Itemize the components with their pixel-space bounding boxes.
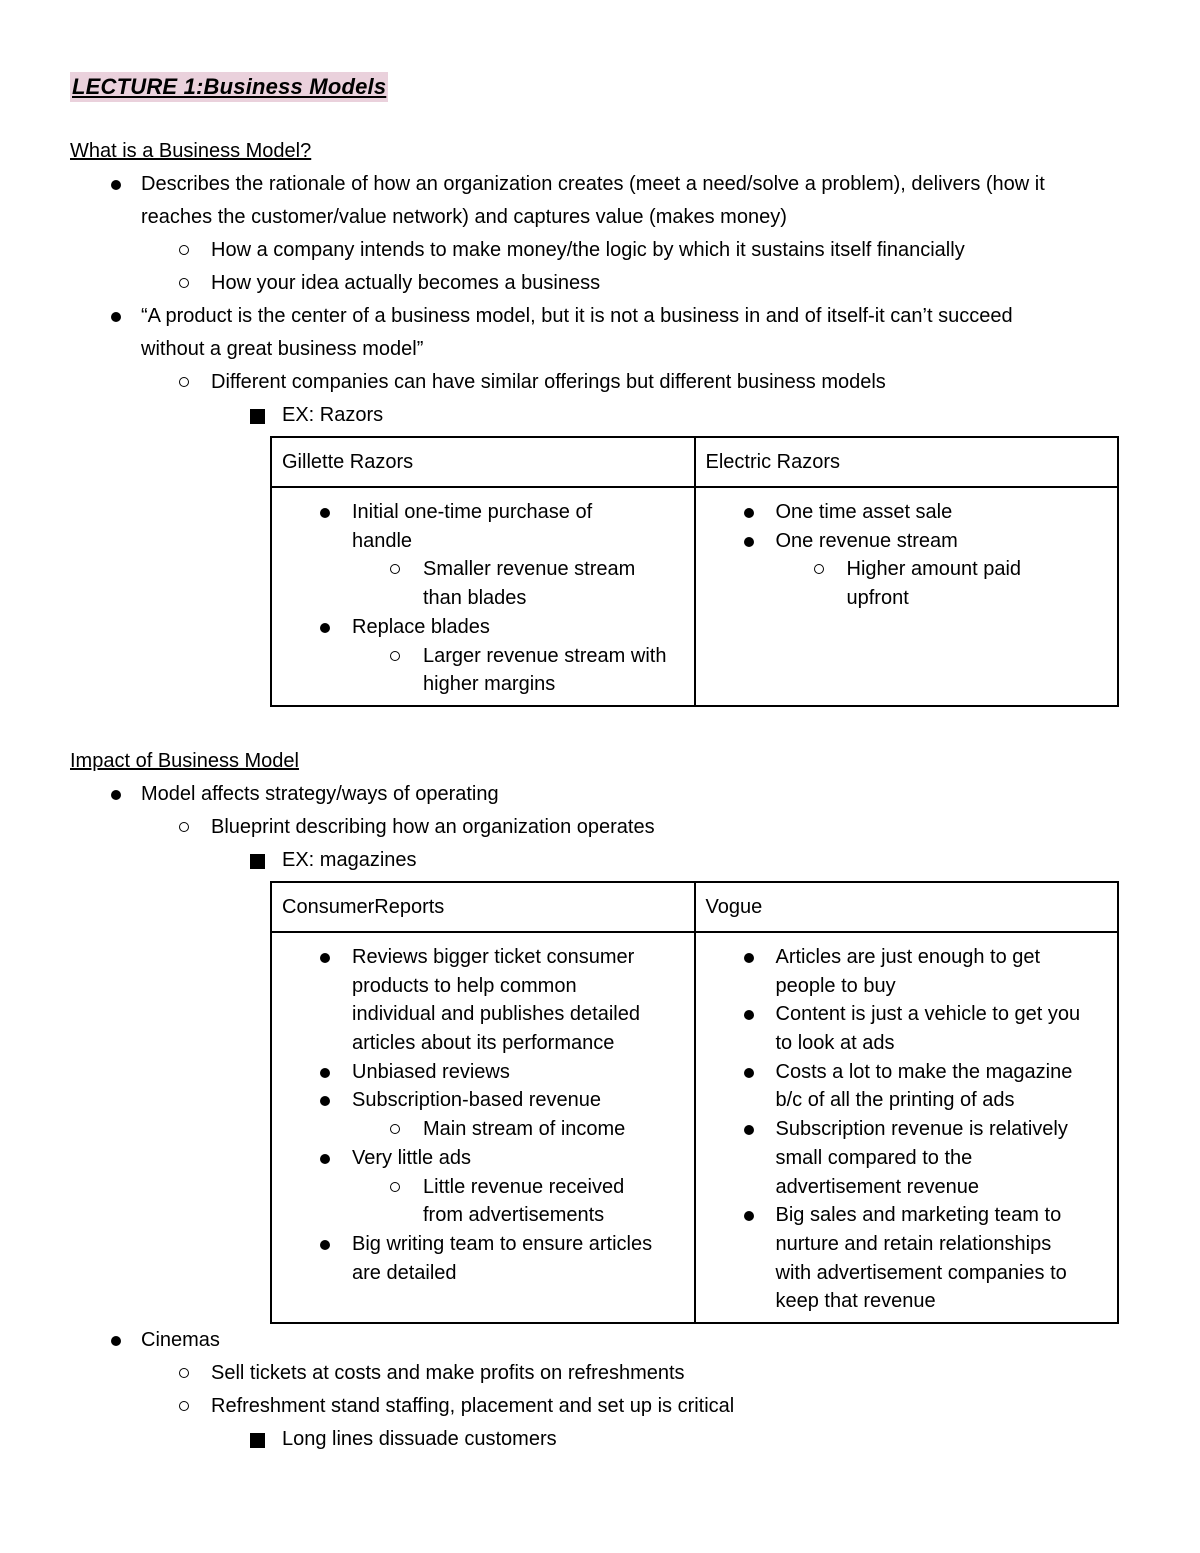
table-header-cell: Electric Razors [695,437,1119,487]
list-item-text: without a great business model” [141,338,424,360]
list-item-text: Unbiased reviews [352,1060,510,1083]
list-item [70,300,1120,333]
disc-bullet-icon [320,508,330,518]
list-item [696,1259,1112,1288]
list-item [272,527,688,556]
list-item [70,844,1120,877]
table-body-cell-left [271,932,695,1323]
list-item [272,1115,688,1144]
list-item-text: Reviews bigger ticket consumer [352,945,635,968]
list-item [696,1287,1112,1316]
list-item [70,1324,1120,1357]
list-item-text: reaches the customer/value network) and captures value (makes money) [141,206,787,228]
list-item-text: than blades [423,587,527,610]
list-item [272,972,688,1001]
razors-table [270,436,1119,707]
list-item-text: from advertisements [423,1204,605,1227]
circle-bullet-icon [814,564,824,574]
circle-bullet-icon [179,377,189,387]
list-item [272,1000,688,1029]
list-item [272,1029,688,1058]
list-item [70,234,1120,267]
list-item [696,584,1112,613]
disc-bullet-icon [744,537,754,547]
section-heading-what-is: What is a Business Model? [70,140,312,162]
list-item [70,168,1120,201]
list-item [272,498,688,527]
table-header-cell: Gillette Razors [271,437,695,487]
section2-list [70,778,1120,877]
disc-bullet-icon [744,1211,754,1221]
list-item-text: Replace blades [352,615,490,638]
list-item-text: “A product is the center of a business model, but it is not a business in and of itself-it can’t succeed [141,305,1013,327]
list-item [696,527,1112,556]
square-bullet-icon [250,1433,265,1448]
disc-bullet-icon [320,1068,330,1078]
list-item [272,943,688,972]
square-bullet-icon [250,854,265,869]
list-item-text: upfront [846,587,909,610]
list-item [272,1201,688,1230]
list-item-text: to look at ads [775,1032,895,1055]
list-item-text: Costs a lot to make the magazine [775,1060,1073,1083]
list-item [696,1058,1112,1087]
document-page [70,72,1120,1456]
disc-bullet-icon [744,953,754,963]
cinemas-list [70,1324,1120,1456]
list-item-text: Smaller revenue stream [423,558,636,581]
list-item [696,1230,1112,1259]
list-item-text: Different companies can have similar offerings but different business models [211,371,886,393]
table-body-cell-right [695,932,1119,1323]
list-item-text: nurture and retain relationships [775,1232,1052,1255]
list-item-text: Content is just a vehicle to get you [775,1003,1081,1026]
disc-bullet-icon [320,1240,330,1250]
list-item [696,1144,1112,1173]
circle-bullet-icon [390,1124,400,1134]
list-item [70,778,1120,811]
list-item-text: Describes the rationale of how an organization creates (meet a need/solve a problem), delivers (how it [141,173,1045,195]
square-bullet-icon [250,409,265,424]
list-item [70,366,1120,399]
disc-bullet-icon [111,790,121,800]
section-heading-impact: Impact of Business Model [70,749,299,772]
list-item [272,1058,688,1087]
list-item-text: b/c of all the printing of ads [775,1089,1015,1112]
list-item [696,498,1112,527]
list-item [70,1423,1120,1456]
list-item [696,1029,1112,1058]
list-item-text: keep that revenue [775,1290,936,1313]
list-item-text: Larger revenue stream with [423,644,667,667]
magazines-table [270,881,1119,1324]
list-item-text: small compared to the [775,1146,973,1169]
list-item [272,1259,688,1288]
disc-bullet-icon [111,312,121,322]
disc-bullet-icon [744,508,754,518]
list-item-text: products to help common [352,974,577,997]
list-item [70,333,1120,366]
list-item-text: Refreshment stand staffing, placement and set up is critical [211,1395,735,1418]
disc-bullet-icon [320,953,330,963]
list-item [70,399,1120,432]
list-item-text: Articles are just enough to get [775,945,1041,968]
circle-bullet-icon [179,1401,189,1411]
list-item-text: are detailed [352,1261,457,1284]
list-item-text: EX: Razors [282,404,384,426]
list-item [696,972,1112,1001]
circle-bullet-icon [390,1182,400,1192]
circle-bullet-icon [390,651,400,661]
list-item [696,943,1112,972]
list-item [70,1390,1120,1423]
list-item [70,811,1120,844]
table-body-cell-left [271,487,695,706]
disc-bullet-icon [320,1154,330,1164]
list-item [272,1144,688,1173]
list-item-text: Subscription-based revenue [352,1089,602,1112]
list-item-text: How a company intends to make money/the logic by which it sustains itself financially [211,239,965,261]
list-item-text: Sell tickets at costs and make profits on refreshments [211,1362,685,1385]
list-item-text: Initial one-time purchase of [352,501,593,523]
lecture-title: LECTURE 1:Business Models [70,72,388,102]
list-item-text: individual and publishes detailed [352,1003,640,1026]
list-item-text: Higher amount paid [846,558,1022,581]
circle-bullet-icon [390,564,400,574]
list-item [272,1230,688,1259]
list-item [696,1173,1112,1202]
section1-list [70,168,1120,432]
table-header-cell: Vogue [695,882,1119,932]
list-item-text: EX: magazines [282,848,417,871]
list-item-text: people to buy [775,974,896,997]
list-item [696,1115,1112,1144]
list-item [272,613,688,642]
circle-bullet-icon [179,1368,189,1378]
disc-bullet-icon [320,1096,330,1106]
list-item-text: Little revenue received [423,1175,625,1198]
list-item [70,1357,1120,1390]
disc-bullet-icon [744,1125,754,1135]
list-item [70,201,1120,234]
list-item [272,555,688,584]
list-item [696,555,1112,584]
disc-bullet-icon [111,1336,121,1346]
list-item [272,1086,688,1115]
list-item-text: with advertisement companies to [775,1261,1067,1284]
list-item-text: Main stream of income [423,1118,626,1141]
list-item-text: One time asset sale [775,501,953,523]
list-item-text: Cinemas [141,1329,220,1352]
list-item-text: articles about its performance [352,1032,615,1055]
list-item-text: Subscription revenue is relatively [775,1118,1068,1141]
list-item-text: How your idea actually becomes a business [211,272,601,294]
list-item [696,1086,1112,1115]
list-item-text: Big sales and marketing team to [775,1204,1062,1227]
list-item-text: One revenue stream [775,529,958,552]
disc-bullet-icon [111,180,121,190]
list-item-text: Big writing team to ensure articles [352,1232,653,1255]
circle-bullet-icon [179,245,189,255]
disc-bullet-icon [744,1010,754,1020]
list-item-text: higher margins [423,673,556,696]
list-item [70,267,1120,300]
list-item [696,1201,1112,1230]
list-item-text: advertisement revenue [775,1175,979,1198]
disc-bullet-icon [320,623,330,633]
table-body-cell-right [695,487,1119,706]
circle-bullet-icon [179,822,189,832]
list-item [696,1000,1112,1029]
list-item [272,642,688,671]
disc-bullet-icon [744,1068,754,1078]
table-header-cell: ConsumerReports [271,882,695,932]
list-item [272,584,688,613]
circle-bullet-icon [179,278,189,288]
list-item-text: Model affects strategy/ways of operating [141,782,499,805]
list-item-text: Blueprint describing how an organization operates [211,815,655,838]
list-item [272,670,688,699]
list-item-text: handle [352,529,413,552]
list-item [272,1173,688,1202]
list-item-text: Long lines dissuade customers [282,1428,557,1451]
list-item-text: Very little ads [352,1146,471,1169]
